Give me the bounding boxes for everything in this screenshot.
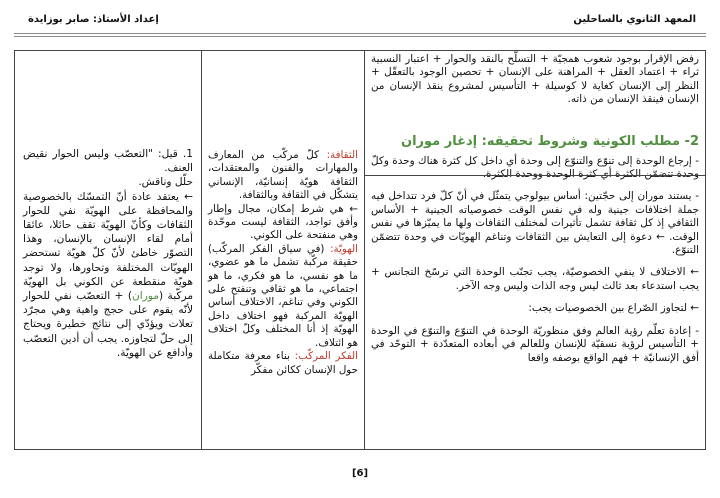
identity-term: الهويّة: — [330, 242, 358, 255]
overcome-conflict: ← لتجاوز الصّراع بين الخصوصيات يجب: — [528, 302, 699, 315]
section-divider — [365, 175, 705, 176]
culture-definition: الثقافة: كلّ مركّب من المعارف والمهارات والفنون والمعتقدات، الثقافة هويّة إنسانيّة، الإنساني يتشكّل في الثقافة وبالثقافة. — [208, 149, 358, 202]
difference-note: ← الاختلاف لا ينفي الخصوصيّة، يجب تجنّب الوحدة التي ترسّخ التجانس + يجب استدعاء بعد ثالث ليس وجه الذات وليس وجه الآخر. — [371, 266, 699, 292]
school-name: المعهد الثانوي بالساحلين — [573, 14, 696, 25]
culture-note: ← هي شرط إمكان، مجال وإطار وأفق تواجد، الثقافة ليست موحّدة وهي منفتحة على الكوني. — [208, 202, 358, 242]
column-definitions — [201, 51, 365, 449]
page-header — [14, 6, 706, 32]
relearn-world: - إعادة تعلّم رؤية العالم وفق منظوريّة الوحدة في التنوّع والتنوّع في الوحدة + التأسيس لرؤية نسقيّة للإنسان وللعالم في أبعاده المتعدّدة + التوحّد في أفق الإنسانيّة + فهم الواقع بوصفه واقعا — [371, 324, 699, 364]
complex-thought-definition: الفكر المركّب: بناء معرفة متكاملة حول الإنسان ككائن مفكّر — [208, 350, 358, 376]
exercise-answer: ← يعتقد عادة أنّ التمسّك بالخصوصية والمحافظة على الهويّة نفي للحوار الثقافات وكأنّ الهويّة تقف حائلا، عائقا أمام لقاء الإنسان بالإنسان، وهذا التصوّر خاطئ لأنّ كلّ هويّة تستحضر الهويّات المختلفة وتحاورها، ولا توجد هويّة منقطعة عن الكوني بل الهويّة مركّبة (موران) + التعصّب نفي للحوار لأنّه يقوم على حجج واهية وهي مجرّد تعلات ويؤدّي إلى نتائج خطيرة ويحتاج إلى حلّ لتجاوزه. يجب أن أدين التعصّب وأدافع عن الهويّة. — [23, 190, 193, 359]
section-heading-moran: 2- مطلب الكونية وشروط تحقيقه: إدغار موران — [401, 133, 699, 149]
identity-definition: الهويّة: (في سياق الفكر المركّب) حقيقة مركّبة تشمل ما هو عضوي، ما هو نفسي، ما هو فكري، ما هو اجتماعي، ما هو ثقافي وتنفتح على الكوني وفي تناغم، الاختلاف أساس الهويّة المركبة فهو اختلاف داخل الهويّة إذ أنا المختلف وكلّ اختلاف هو ائتلاف. — [208, 242, 358, 349]
header-rule-top — [14, 33, 706, 34]
complex-thought-term: الفكر المركّب: — [294, 350, 358, 363]
column-main — [365, 51, 705, 449]
moran-highlight: موران — [132, 290, 159, 303]
moran-arguments: - يستند موران إلى حجّتين: أساس بيولوجي يتمثّل في أنّ كلّ فرد تتداخل فيه جملة اختلافات جينية وله في نفس الوقت خصوصياته الجينية + الأساس الثقافي إذ كل ثقافة تشمل تأثيرات لمختلف الثقافات ولها ما يميّزها في نفس الوقت. ← دعوة إلى التعايش بين الثقافات وتناغم الهويّات في وحدة تتضمّن التنوّع. — [371, 190, 699, 257]
header-rule-bottom — [14, 36, 706, 37]
content-table — [14, 50, 706, 450]
exercise-quote: 1. قيل: "التعصّب وليس الحوار نقيض العنف. — [23, 148, 193, 175]
teacher-name: إعداد الأستاذ: صابر بوزايدة — [28, 14, 159, 25]
unity-diversity: - إرجاع الوحدة إلى تنوّع والتنوّع إلى وحدة أي داخل كل كثرة هناك وحدة وكلّ — [371, 154, 699, 167]
exercise-task: حلّل وناقش. — [138, 176, 193, 189]
page-number: [6] — [351, 468, 369, 479]
column-exercise — [15, 51, 201, 449]
culture-term: الثقافة: — [326, 149, 358, 161]
humanism-conditions: رفض الإقرار بوجود شعوب همجيّة + التسلّح بالنقد والحوار + اعتبار النسبية ثراء + اعتماد العقل + المراهنة على الإنسان + تحصين الوجود بالتعقّل + النظر إلى الإنسان كغاية لا كوسيلة + التأسيس لمشروع ينقذ الإنسان من الإنسان فينقذ الإنسان من ذاته. — [371, 53, 699, 106]
